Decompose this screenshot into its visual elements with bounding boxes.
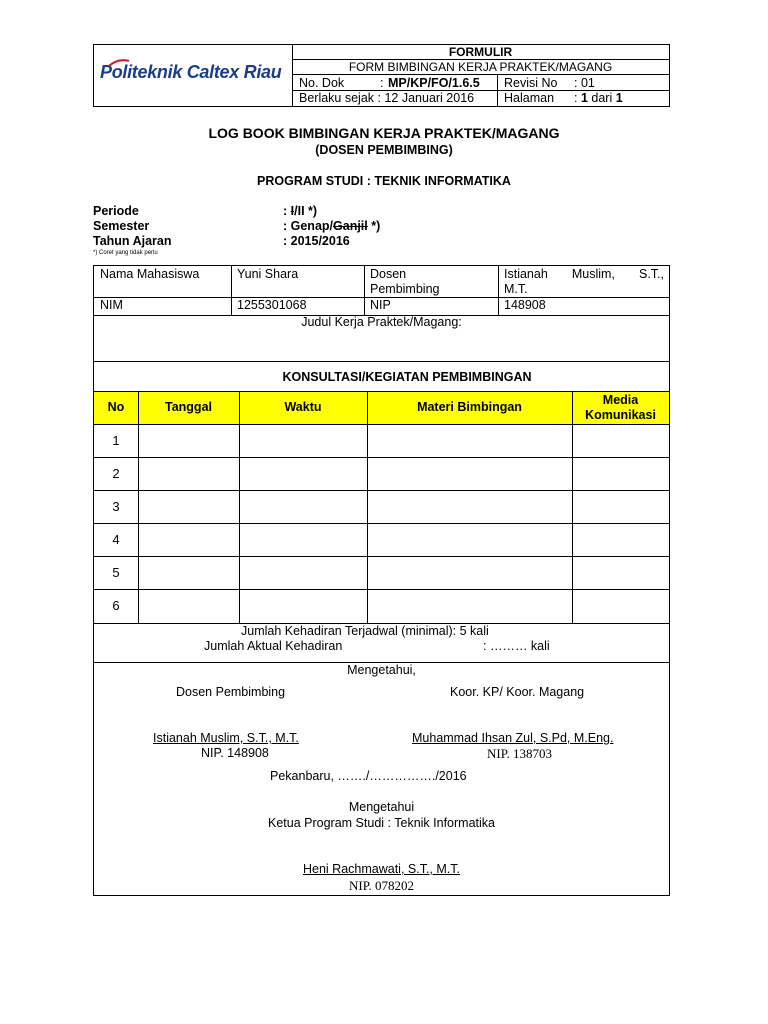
grid-line bbox=[94, 361, 669, 362]
grid-line bbox=[364, 266, 365, 315]
col-waktu: Waktu bbox=[284, 400, 322, 414]
revision-value: : 01 bbox=[574, 76, 595, 90]
effective-date: Berlaku sejak : 12 Januari 2016 bbox=[299, 91, 475, 105]
semester-label: Semester bbox=[93, 219, 150, 233]
institution-logo bbox=[100, 62, 281, 83]
page-label: Halaman bbox=[504, 91, 555, 105]
doc-no-colon: : bbox=[380, 76, 384, 90]
header-row-effective bbox=[292, 91, 669, 106]
grid-line bbox=[94, 457, 669, 458]
grid-line bbox=[231, 266, 232, 315]
page-value: : 1 dari 1 bbox=[574, 91, 623, 105]
coordinator-signature-nip: NIP. 138703 bbox=[487, 746, 553, 761]
tahun-value: : 2015/2016 bbox=[283, 234, 350, 248]
advisor-value-2: M.T. bbox=[504, 282, 528, 296]
scheduled-attendance: Jumlah Kehadiran Terjadwal (minimal): 5 kali bbox=[241, 624, 489, 638]
header-row-formulir bbox=[292, 45, 669, 60]
head-role: Ketua Program Studi : Teknik Informatika bbox=[268, 816, 495, 830]
form-label: FORMULIR bbox=[448, 45, 513, 59]
logo-text: Politeknik Caltex Riau bbox=[100, 62, 282, 82]
actual-attendance-label: Jumlah Aktual Kehadiran bbox=[204, 639, 343, 653]
acknowledged-label: Mengetahui, bbox=[347, 663, 416, 677]
acknowledged-label-2: Mengetahui bbox=[348, 800, 415, 814]
row-number: 3 bbox=[112, 499, 120, 514]
strike-note: *) Coret yang tidak perlu bbox=[93, 250, 158, 256]
student-name-label: Nama Mahasiswa bbox=[100, 267, 200, 281]
col-materi: Materi Bimbingan bbox=[417, 400, 522, 414]
head-signature-name: Heni Rachmawati, S.T., M.T. bbox=[303, 862, 460, 876]
advisor-label: Dosen bbox=[370, 267, 407, 281]
col-komunikasi: Komunikasi bbox=[585, 408, 656, 422]
tahun-label: Tahun Ajaran bbox=[93, 234, 172, 248]
logbook-table bbox=[93, 265, 670, 896]
advisor-value: Istianah Muslim, S.T., bbox=[504, 267, 664, 281]
col-media: Media bbox=[602, 393, 639, 407]
advisor-role: Dosen Pembimbing bbox=[176, 685, 286, 699]
grid-line bbox=[94, 556, 669, 557]
header-row-doc bbox=[292, 75, 669, 91]
advisor-signature-name: Istianah Muslim, S.T., M.T. bbox=[153, 731, 299, 745]
judul-label: Judul Kerja Praktek/Magang: bbox=[301, 315, 462, 329]
doc-no-label: No. Dok bbox=[299, 76, 345, 90]
revision-label: Revisi No bbox=[504, 76, 558, 90]
periode-label: Periode bbox=[93, 204, 139, 218]
col-tanggal: Tanggal bbox=[165, 400, 212, 414]
coordinator-role: Koor. KP/ Koor. Magang bbox=[450, 685, 585, 699]
advisor-signature-nip: NIP. 148908 bbox=[201, 746, 269, 760]
semester-value: : Genap/Ganjil *) bbox=[283, 219, 381, 233]
place-date: Pekanbaru, ……./……………./2016 bbox=[270, 769, 467, 783]
grid-line bbox=[94, 424, 669, 425]
periode-value: : I/II *) bbox=[283, 204, 318, 218]
row-number: 6 bbox=[112, 598, 120, 613]
doc-no-value: MP/KP/FO/1.6.5 bbox=[388, 76, 480, 90]
grid-line bbox=[498, 266, 499, 315]
grid-line bbox=[94, 490, 669, 491]
student-name-value: Yuni Shara bbox=[237, 267, 299, 281]
col-no: No bbox=[107, 400, 125, 414]
grid-line bbox=[94, 589, 669, 590]
nip-label: NIP bbox=[370, 298, 391, 312]
row-number: 5 bbox=[112, 565, 120, 580]
logo-cell bbox=[94, 45, 293, 106]
logo-swoosh-icon bbox=[108, 58, 130, 68]
nip-value: 148908 bbox=[504, 298, 546, 312]
nim-label: NIM bbox=[100, 298, 123, 312]
row-number: 4 bbox=[112, 532, 120, 547]
form-header bbox=[93, 44, 670, 107]
coordinator-signature-name: Muhammad Ihsan Zul, S.Pd, M.Eng. bbox=[412, 731, 614, 745]
row-number: 2 bbox=[112, 466, 120, 481]
document-subtitle: (DOSEN PEMBIMBING) bbox=[315, 143, 453, 157]
advisor-label-2: Pembimbing bbox=[370, 282, 440, 296]
row-number: 1 bbox=[112, 433, 120, 448]
nim-value: 1255301068 bbox=[237, 298, 307, 312]
program-title: PROGRAM STUDI : TEKNIK INFORMATIKA bbox=[257, 174, 511, 188]
header-row-title bbox=[292, 60, 669, 75]
form-title: FORM BIMBINGAN KERJA PRAKTEK/MAGANG bbox=[348, 60, 613, 74]
document-title: LOG BOOK BIMBINGAN KERJA PRAKTEK/MAGANG bbox=[208, 125, 560, 141]
head-signature-nip: NIP. 078202 bbox=[348, 878, 414, 893]
consult-section-title: KONSULTASI/KEGIATAN PEMBIMBINGAN bbox=[282, 370, 532, 384]
actual-attendance-value: : ……… kali bbox=[483, 639, 550, 653]
grid-line bbox=[94, 523, 669, 524]
